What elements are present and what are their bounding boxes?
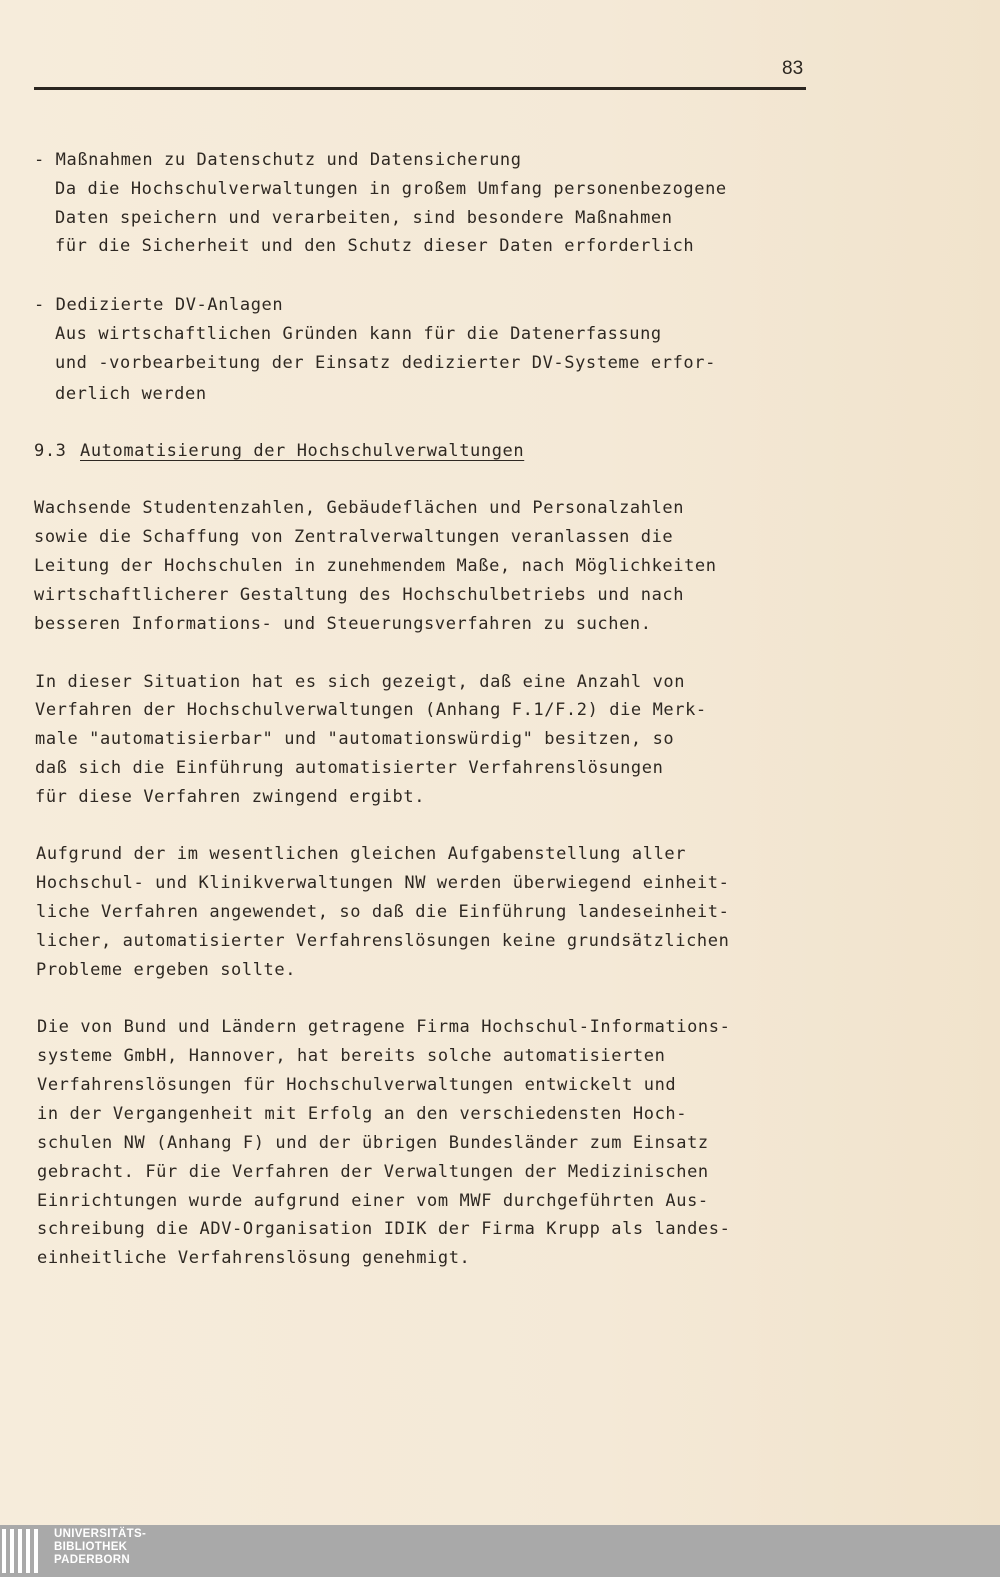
bullet-heading-datenschutz: - Maßnahmen zu Datenschutz und Datensicherung (34, 150, 522, 170)
library-footer-bar (0, 1525, 1000, 1577)
paragraph-line: Verfahren der Hochschulverwaltungen (Anhang F.1/F.2) die Merk- (35, 700, 707, 720)
paragraph-line: in der Vergangenheit mit Erfolg an den verschiedensten Hoch- (37, 1104, 688, 1124)
logo-line: BIBLIOTHEK (54, 1541, 128, 1553)
section-title: Automatisierung der Hochschulverwaltungen (80, 441, 525, 461)
paragraph-line: wirtschaftlicherer Gestaltung des Hochschulbetriebs und nach (34, 585, 685, 605)
paragraph-line: besseren Informations- und Steuerungsverfahren zu suchen. (34, 614, 652, 634)
logo-line: UNIVERSITÄTS- (54, 1528, 147, 1540)
paragraph-line: male "automatisierbar" und "automationswürdig" besitzen, so (35, 729, 675, 749)
bullet-heading-dv-anlagen: - Dedizierte DV-Anlagen (34, 295, 284, 315)
section-number: 9.3 (34, 441, 67, 461)
paragraph-line: liche Verfahren angewendet, so daß die Einführung landeseinheit- (36, 902, 730, 922)
bullet-text-line: Aus wirtschaftlichen Gründen kann für die Datenerfassung (55, 324, 662, 344)
page-number: 83 (782, 58, 804, 79)
bullet-text-line: und -vorbearbeitung der Einsatz dedizierter DV-Systeme erfor- (55, 353, 716, 373)
library-logo-text (54, 1528, 146, 1567)
bullet-text-line: Da die Hochschulverwaltungen in großem Umfang personenbezogene (55, 179, 727, 199)
paragraph-line: Einrichtungen wurde aufgrund einer vom MWF durchgeführten Aus- (37, 1191, 709, 1211)
paragraph-line: Verfahrenslösungen für Hochschulverwaltungen entwickelt und (37, 1075, 677, 1095)
bullet-text-line: derlich werden (55, 384, 207, 404)
paragraph-line: für diese Verfahren zwingend ergibt. (35, 787, 426, 807)
paragraph-line: Wachsende Studentenzahlen, Gebäudeflächen und Personalzahlen (34, 498, 685, 518)
paragraph-line: schulen NW (Anhang F) und der übrigen Bundesländer zum Einsatz (37, 1133, 709, 1153)
paragraph-line: Leitung der Hochschulen in zunehmendem Maße, nach Möglichkeiten (34, 556, 717, 576)
paragraph-line: sowie die Schaffung von Zentralverwaltungen veranlassen die (34, 527, 674, 547)
paragraph-line: daß sich die Einführung automatisierter Verfahrenslösungen (35, 758, 664, 778)
paragraph-line: schreibung die ADV-Organisation IDIK der Firma Krupp als landes- (37, 1219, 731, 1239)
paragraph-line: Die von Bund und Ländern getragene Firma Hochschul-Informations- (37, 1017, 731, 1037)
paragraph-line: licher, automatisierter Verfahrenslösungen keine grundsätzlichen (36, 931, 730, 951)
paragraph-line: Aufgrund der im wesentlichen gleichen Aufgabenstellung aller (36, 844, 687, 864)
paragraph-line: Probleme ergeben sollte. (36, 960, 297, 980)
paragraph-line: gebracht. Für die Verfahren der Verwaltungen der Medizinischen (37, 1162, 709, 1182)
library-logo-icon (2, 1529, 46, 1573)
paragraph-line: systeme GmbH, Hannover, hat bereits solche automatisierten (37, 1046, 666, 1066)
header-rule (34, 87, 806, 90)
logo-line: PADERBORN (54, 1554, 130, 1566)
bullet-text-line: Daten speichern und verarbeiten, sind besondere Maßnahmen (55, 208, 673, 228)
paragraph-line: einheitliche Verfahrenslösung genehmigt. (37, 1248, 471, 1268)
bullet-text-line: für die Sicherheit und den Schutz dieser Daten erforderlich (55, 236, 695, 256)
paragraph-line: Hochschul- und Klinikverwaltungen NW werden überwiegend einheit- (36, 873, 730, 893)
paragraph-line: In dieser Situation hat es sich gezeigt, daß eine Anzahl von (35, 672, 686, 692)
